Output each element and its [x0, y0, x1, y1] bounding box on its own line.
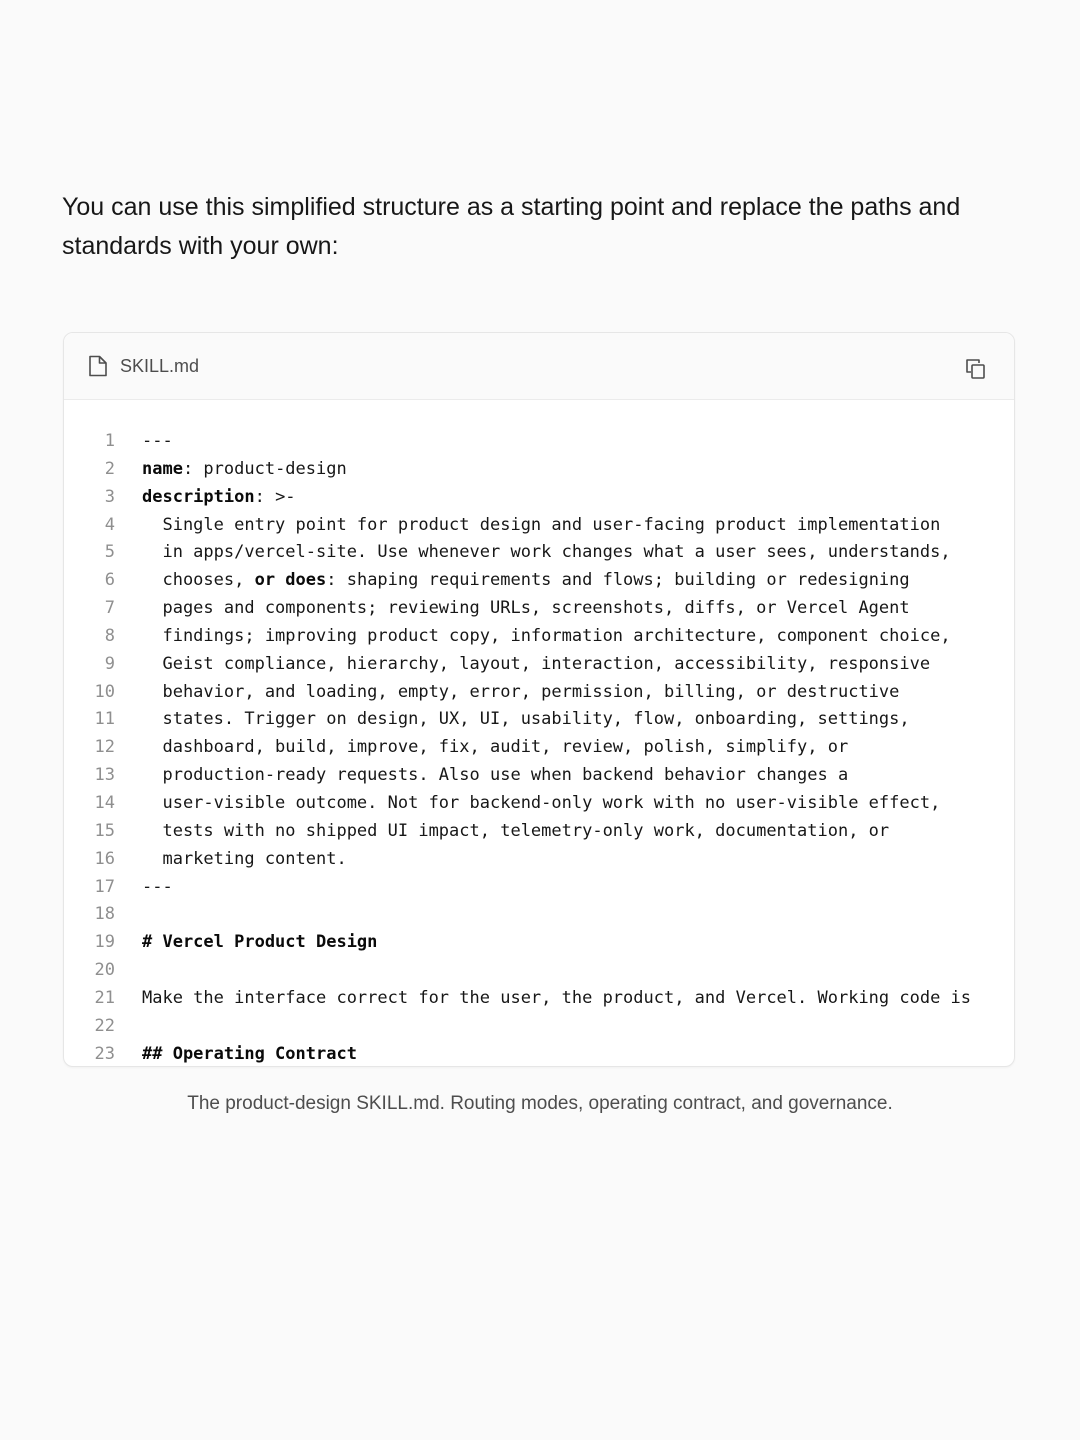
line-number: 17 [94, 876, 115, 897]
code-segment: dashboard, build, improve, fix, audit, review, polish, simplify, or [142, 737, 849, 758]
code-segment: Make the interface correct for the user, the product, and Vercel. Working code is [142, 987, 972, 1008]
code-segment: states. Trigger on design, UX, UI, usability, flow, onboarding, settings, [142, 709, 910, 730]
code-segment: pages and components; reviewing URLs, screenshots, diffs, or Vercel Agent [142, 598, 910, 619]
code-segment: production-ready requests. Also use when backend behavior changes a [142, 765, 849, 786]
code-segment: marketing content. [142, 848, 347, 869]
file-name: SKILL.md [120, 356, 200, 376]
code-segment: tests with no shipped UI impact, telemetry-only work, documentation, or [142, 820, 890, 841]
code-text [142, 985, 971, 1013]
code-text [142, 929, 377, 957]
line-number: 4 [104, 514, 115, 535]
code-text [142, 595, 910, 623]
code-text [142, 484, 296, 512]
code-block [63, 332, 1015, 1067]
code-line [64, 428, 1014, 456]
code-text [142, 706, 910, 734]
code-line [64, 484, 1014, 512]
code-line [64, 874, 1014, 902]
code-text [142, 512, 940, 540]
code-text [142, 734, 848, 762]
code-text [142, 762, 848, 790]
code-segment: behavior, and loading, empty, error, permission, billing, or destructive [142, 681, 900, 702]
code-segment: findings; improving product copy, information architecture, component choice, [142, 625, 951, 646]
code-line [64, 595, 1014, 623]
code-line [64, 679, 1014, 707]
code-text [142, 790, 940, 818]
code-line [64, 456, 1014, 484]
code-line [64, 734, 1014, 762]
code-text [142, 679, 899, 707]
code-text [142, 818, 889, 846]
code-key: ## Operating Contract [142, 1043, 357, 1064]
line-number: 10 [94, 681, 115, 702]
copy-button[interactable] [960, 350, 992, 382]
line-number: 9 [104, 653, 115, 674]
code-line [64, 762, 1014, 790]
figure-caption: The product-design SKILL.md. Routing modes, operating contract, and governance. [187, 1093, 893, 1114]
code-line [64, 846, 1014, 874]
line-number: 3 [104, 486, 115, 507]
code-text [142, 651, 930, 679]
code-segment: user-visible outcome. Not for backend-only work with no user-visible effect, [142, 792, 941, 813]
code-key: description [142, 486, 255, 507]
line-number: 11 [94, 709, 115, 730]
code-segment: Single entry point for product design and user-facing product implementation [142, 514, 941, 535]
code-line [64, 623, 1014, 651]
line-number: 5 [104, 542, 115, 563]
code-segment: : >- [254, 486, 296, 507]
code-segment: --- [142, 876, 173, 897]
code-text [142, 567, 910, 595]
code-line [64, 706, 1014, 734]
copy-icon [965, 358, 987, 380]
code-segment: Geist compliance, hierarchy, layout, interaction, accessibility, responsive [142, 653, 931, 674]
line-number: 7 [104, 598, 115, 619]
line-number: 14 [94, 792, 115, 813]
code-line [64, 985, 1014, 1013]
code-segment: : shaping requirements and flows; building or redesigning [326, 570, 910, 591]
line-number: 18 [94, 904, 115, 925]
code-line [64, 901, 1014, 929]
line-number: 22 [94, 1015, 115, 1036]
code-segment: --- [142, 431, 173, 451]
code-line [64, 651, 1014, 679]
code-text [142, 846, 347, 874]
code-text [142, 428, 173, 456]
line-number: 20 [94, 960, 115, 981]
line-number: 1 [104, 431, 115, 451]
code-text [142, 1041, 357, 1066]
intro-paragraph: You can use this simplified structure as a starting point and replace the paths and standards with your own: [62, 193, 961, 260]
line-number: 12 [94, 737, 115, 758]
line-number: 16 [94, 848, 115, 869]
code-key: # Vercel Product Design [142, 932, 378, 953]
code-line [64, 1013, 1014, 1041]
line-number: 13 [94, 765, 115, 786]
code-block-header [64, 333, 1014, 400]
line-number: 15 [94, 820, 115, 841]
code-segment: in apps/vercel-site. Use whenever work changes what a user sees, understands, [142, 542, 951, 563]
code-line [64, 929, 1014, 957]
code-segment: : product-design [182, 458, 347, 479]
code-text [142, 623, 951, 651]
code-key: or does [254, 570, 327, 591]
line-number: 8 [104, 625, 115, 646]
code-line [64, 790, 1014, 818]
code-text [142, 456, 347, 484]
code-line [64, 1041, 1014, 1066]
code-text [142, 874, 173, 902]
code-segment: chooses, [142, 570, 255, 591]
line-number: 19 [94, 932, 115, 953]
line-number: 6 [104, 570, 115, 591]
code-line [64, 512, 1014, 540]
line-number: 23 [94, 1043, 115, 1064]
code-line [64, 539, 1014, 567]
line-number: 21 [94, 987, 115, 1008]
code-text [142, 539, 951, 567]
file-icon [88, 354, 108, 378]
code-key: name [142, 458, 183, 479]
line-number: 2 [104, 458, 115, 479]
code-line [64, 818, 1014, 846]
code-line [64, 957, 1014, 985]
code-line [64, 567, 1014, 595]
code-content [64, 428, 1014, 1066]
